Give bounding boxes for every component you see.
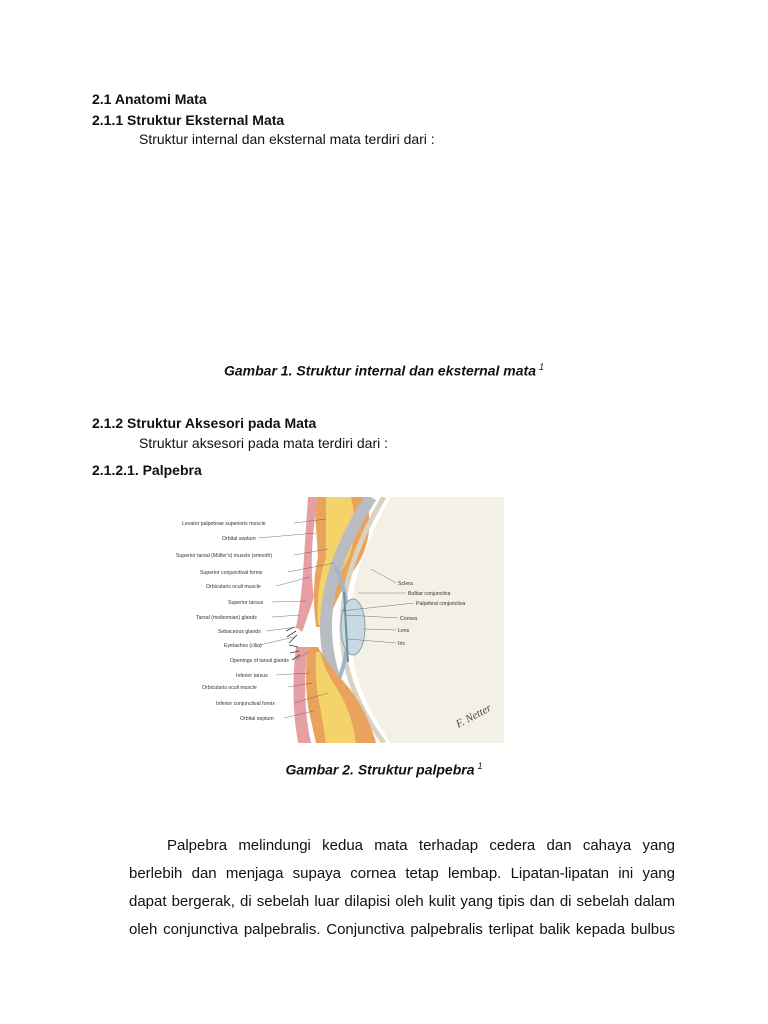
figure-label: Superior tarsus xyxy=(228,600,264,606)
artist-signature: F. Netter xyxy=(453,702,494,731)
figure-label: Sclera xyxy=(398,581,413,587)
upper-eyelashes xyxy=(286,627,297,643)
figure-2-caption-text: Gambar 2. Struktur palpebra xyxy=(285,761,475,778)
paragraph-aksesori-intro: Struktur aksesori pada mata terdiri dari : xyxy=(139,435,388,451)
figure-label: Inferior tarsus xyxy=(236,673,268,679)
paragraph-struktur-intro: Struktur internal dan eksternal mata terdiri dari : xyxy=(139,131,435,147)
figure-label: Orbital septum xyxy=(222,536,256,542)
paragraph-line: dapat bergerak, di sebelah luar dilapisi oleh kulit yang tipis dan di sebelah dalam xyxy=(129,893,675,910)
figure-label: Lens xyxy=(398,628,410,634)
heading-palpebra: 2.1.2.1. Palpebra xyxy=(92,462,202,478)
figure-label: Orbicularis oculi muscle xyxy=(202,685,257,691)
paragraph-line: Palpebra melindungi kedua mata terhadap cedera dan cahaya yang xyxy=(167,837,675,854)
figure-1-reference: 1 xyxy=(538,362,544,372)
figure-label: Tarsal (meibomian) glands xyxy=(196,615,257,621)
figure-label: Orbital septum xyxy=(240,716,274,722)
paragraph-line: oleh conjunctiva palpebralis. Conjunctiva palpebralis terlipat balik kepada bulbus xyxy=(129,921,675,938)
figure-2-reference: 1 xyxy=(477,761,483,771)
heading-anatomi-mata: 2.1 Anatomi Mata xyxy=(92,91,207,107)
paragraph-line: berlebih dan menjaga supaya cornea tetap lembap. Lipatan-lipatan ini yang xyxy=(129,865,675,882)
figure-label: Orbicularis oculi muscle xyxy=(206,584,261,590)
figure-label: Cornea xyxy=(400,616,418,622)
figure-label: Bulbar conjunctiva xyxy=(408,591,451,597)
figure-label: Superior conjunctival fornix xyxy=(200,570,263,576)
figure-label: Superior tarsal (Müller's) muscle (smooth) xyxy=(176,553,273,559)
figure-label: Iris xyxy=(398,641,405,647)
figure-1-caption-text: Gambar 1. Struktur internal dan eksternal mata xyxy=(223,362,536,379)
heading-struktur-aksesori: 2.1.2 Struktur Aksesori pada Mata xyxy=(92,415,317,431)
figure-label: Openings of tarsal glands xyxy=(230,658,289,664)
figure-label: Eyelashes (cilia) xyxy=(224,643,262,649)
palpebra-paragraph xyxy=(129,832,675,944)
figure-label: Palpebral conjunctiva xyxy=(416,601,466,607)
figure-label: Inferior conjunctival fornix xyxy=(216,701,275,707)
heading-struktur-eksternal: 2.1.1 Struktur Eksternal Mata xyxy=(92,112,285,128)
figure-1-caption xyxy=(0,358,768,380)
figure-2-caption xyxy=(0,757,768,779)
figure-label: Sebaceous glands xyxy=(218,629,261,635)
figure-label: Levator palpebrae superioris muscle xyxy=(182,521,266,527)
palpebra-illustration xyxy=(176,497,504,743)
